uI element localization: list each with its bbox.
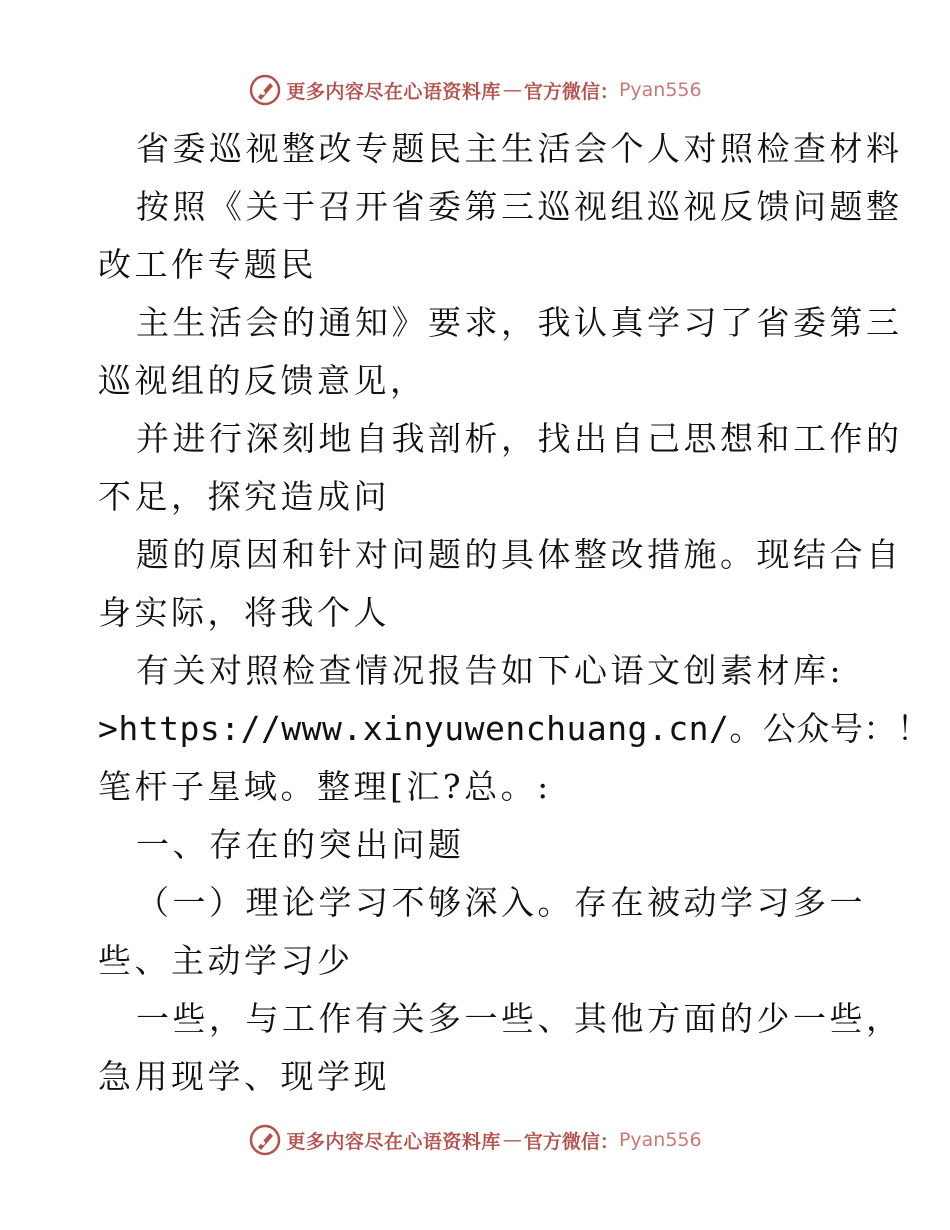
document-line: 不足，探究造成问: [98, 477, 390, 516]
watermark-dash: —: [502, 1129, 522, 1151]
document-line: 笔杆子星域。整理[汇?总。:: [98, 767, 552, 806]
document-line: 巡视组的反馈意见，: [98, 361, 427, 400]
watermark-wechat-id: Pyan556: [618, 1129, 702, 1151]
pen-nib-logo-icon: [248, 1123, 282, 1157]
watermark-official-label: 官方微信：: [523, 80, 619, 103]
document-body: [98, 120, 931, 1106]
pen-nib-logo-icon: [248, 73, 282, 107]
watermark-official-label: 官方微信：: [523, 1130, 619, 1153]
watermark-wechat-id: Pyan556: [618, 79, 702, 101]
document-line: >https://www.xinyuwenchuang.cn/。公众号：！: [98, 709, 931, 748]
document-line: 主生活会的通知》要求，我认真学习了省委第三: [136, 303, 903, 342]
watermark-brand-text: 更多内容尽在心语资料库: [286, 1130, 501, 1153]
footer-watermark: [0, 1120, 950, 1160]
document-line: 改工作专题民: [98, 245, 317, 284]
document-line: 一、存在的突出问题: [136, 825, 465, 864]
document-line: 些、主动学习少: [98, 941, 354, 980]
document-line: 身实际，将我个人: [98, 593, 390, 632]
document-line: 急用现学、现学现: [98, 1057, 390, 1096]
header-watermark: [0, 70, 950, 110]
watermark-brand-text: 更多内容尽在心语资料库: [286, 80, 501, 103]
document-line: 省委巡视整改专题民主生活会个人对照检查材料: [136, 129, 903, 168]
document-line: 有关对照检查情况报告如下心语文创素材库:: [136, 651, 845, 690]
document-line: （一）理论学习不够深入。存在被动学习多一: [136, 883, 866, 922]
document-line: 并进行深刻地自我剖析，找出自己思想和工作的: [136, 419, 903, 458]
document-line: 一些，与工作有关多一些、其他方面的少一些，: [136, 999, 903, 1038]
document-line: 按照《关于召开省委第三巡视组巡视反馈问题整: [136, 187, 903, 226]
watermark-dash: —: [502, 79, 522, 101]
document-line: 题的原因和针对问题的具体整改措施。现结合自: [136, 535, 903, 574]
